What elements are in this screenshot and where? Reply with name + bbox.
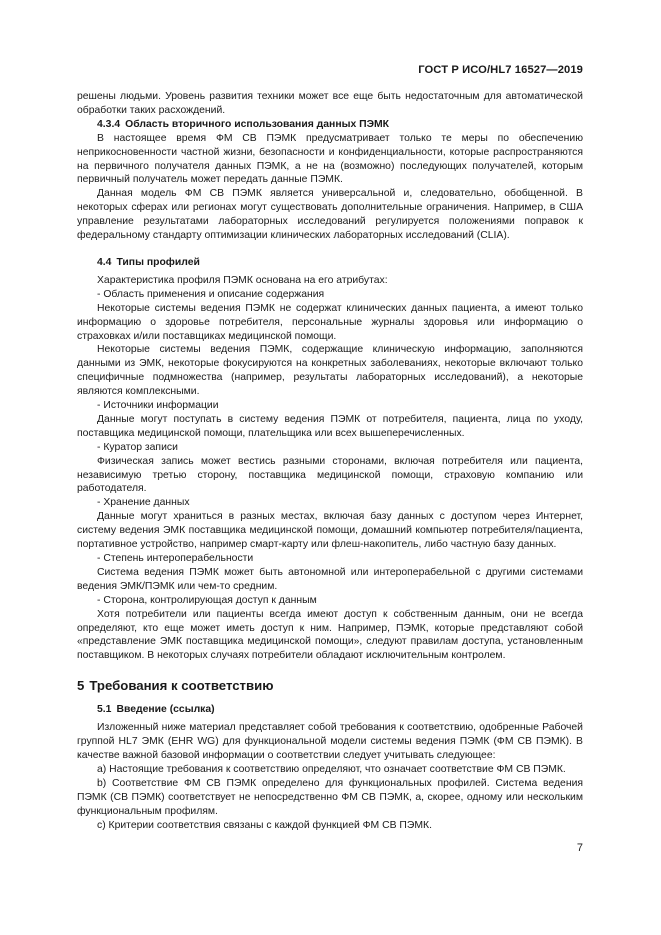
list-item: - Область применения и описание содержания (97, 288, 325, 300)
list-item: а) Настоящие требования к соответствию определяют, что означает соответствие ФМ СВ ПЭМК. (97, 763, 566, 775)
section-title: Требования к соответствию (89, 678, 274, 694)
page-header-title: ГОСТ Р ИСО/HL7 16527—2019 (418, 64, 583, 76)
paragraph: Физическая запись может вестись разными сторонами, включая потребителя или пациента, независимую третью сторону, поставщика медицинской помощи, страховую компанию или работодателя. (77, 455, 583, 495)
paragraph: Характеристика профиля ПЭМК основана на его атрибутах: (97, 274, 388, 286)
section-title: Область вторичного использования данных ПЭМК (125, 118, 389, 130)
section-title: Типы профилей (116, 256, 200, 268)
section-heading-5-1 (77, 703, 583, 717)
list-item: - Хранение данных (97, 497, 190, 509)
list-item: - Сторона, контролирующая доступ к данным (97, 594, 317, 606)
paragraph: Данные могут поступать в систему ведения ПЭМК от потребителя, пациента, лица по уходу, поставщика медицинской помощи, плательщика или всех вышеперечисленных. (77, 413, 583, 439)
paragraph: Данные могут храниться в разных местах, включая базу данных с доступом через Интернет, систему ведения ЭМК поставщика медицинской помощи, домашний компьютер потребителя/пациента, портативное устройство, например смарт-карту или флеш-накопитель, либо частную базу данных. (77, 511, 583, 551)
list-item: - Источники информации (97, 400, 219, 412)
page-number: 7 (576, 842, 583, 854)
list-item: с) Критерии соответствия связаны с каждой функцией ФМ СВ ПЭМК. (97, 819, 432, 831)
section-number: 4.4 (97, 256, 112, 268)
paragraph: В настоящее время ФМ СВ ПЭМК предусматривает только те меры по обеспечению неприкосновенности частной жизни, безопасности и конфиденциальности, которые распространяются на первичного получателя данных ПЭМК, а не на (возможно) последующих получателей, которым первичный получатель может передать данные ПЭМК. (77, 132, 583, 186)
section-number: 5 (77, 678, 85, 694)
paragraph: Система ведения ПЭМК может быть автономной или интероперабельной с другими системами ведения ЭМК/ПЭМК или чем-то средним. (77, 566, 583, 592)
section-heading-4-4 (77, 256, 583, 270)
paragraph: Хотя потребители или пациенты всегда имеют доступ к собственным данным, они не всегда определяют, кто еще может иметь доступ к ним. Например, ПЭМК, которые представляют собой «представление ЭМК поставщика медицинской помощи», следуют правилам доступа, установленным поставщиком. В некоторых случаях потребители обладают исключительным контролем. (77, 608, 583, 662)
list-item: - Куратор записи (97, 441, 178, 453)
section-number: 5.1 (97, 704, 112, 716)
paragraph: Изложенный ниже материал представляет собой требования к соответствию, одобренные Рабочей группой HL7 ЭМК (EHR WG) для функциональной модели системы ведения ПЭМК (ФМ СВ ПЭМК). В качестве важной базовой информации о соответствии следует учитывать следующее: (77, 722, 583, 761)
section-number: 4.3.4 (97, 118, 121, 130)
paragraph: решены людьми. Уровень развития техники может все еще быть недостаточным для автоматической обработки таких расхождений. (77, 91, 583, 116)
section-heading-4-3-4 (77, 118, 583, 132)
list-item: b) Соответствие ФМ СВ ПЭМК определено для функциональных профилей. Система ведения ПЭМК (СВ ПЭМК) соответствует не непосредственно ФМ СВ ПЭМК, а, скорее, одному или нескольким функциональным профилям. (77, 777, 583, 817)
list-item: - Степень интероперабельности (97, 553, 254, 564)
section-heading-5 (77, 677, 583, 694)
paragraph: Некоторые системы ведения ПЭМК не содержат клинических данных пациента, а имеют только информацию о здоровье потребителя, персональные журналы здоровья или информацию о страховках и/или поставщиках медицинской помощи. (77, 302, 583, 342)
paragraph: Некоторые системы ведения ПЭМК, содержащие клиническую информацию, заполняются данными из ЭМК, некоторые фокусируются на конкретных заболеваниях, некоторые включают только специфичные подмножества (например, результаты лабораторных исследований), а некоторые являются комплексными. (77, 344, 583, 398)
paragraph: Данная модель ФМ СВ ПЭМК является универсальной и, следовательно, обобщенной. В некоторых сферах или регионах могут существовать дополнительные ограничения. Например, в США управление результатами лабораторных исследований регулируется положениями поправок к федеральному стандарту оптимизации клинических лабораторных исследований (CLIA). (77, 188, 583, 242)
section-title: Введение (ссылка) (116, 704, 215, 716)
page-content (77, 90, 583, 832)
